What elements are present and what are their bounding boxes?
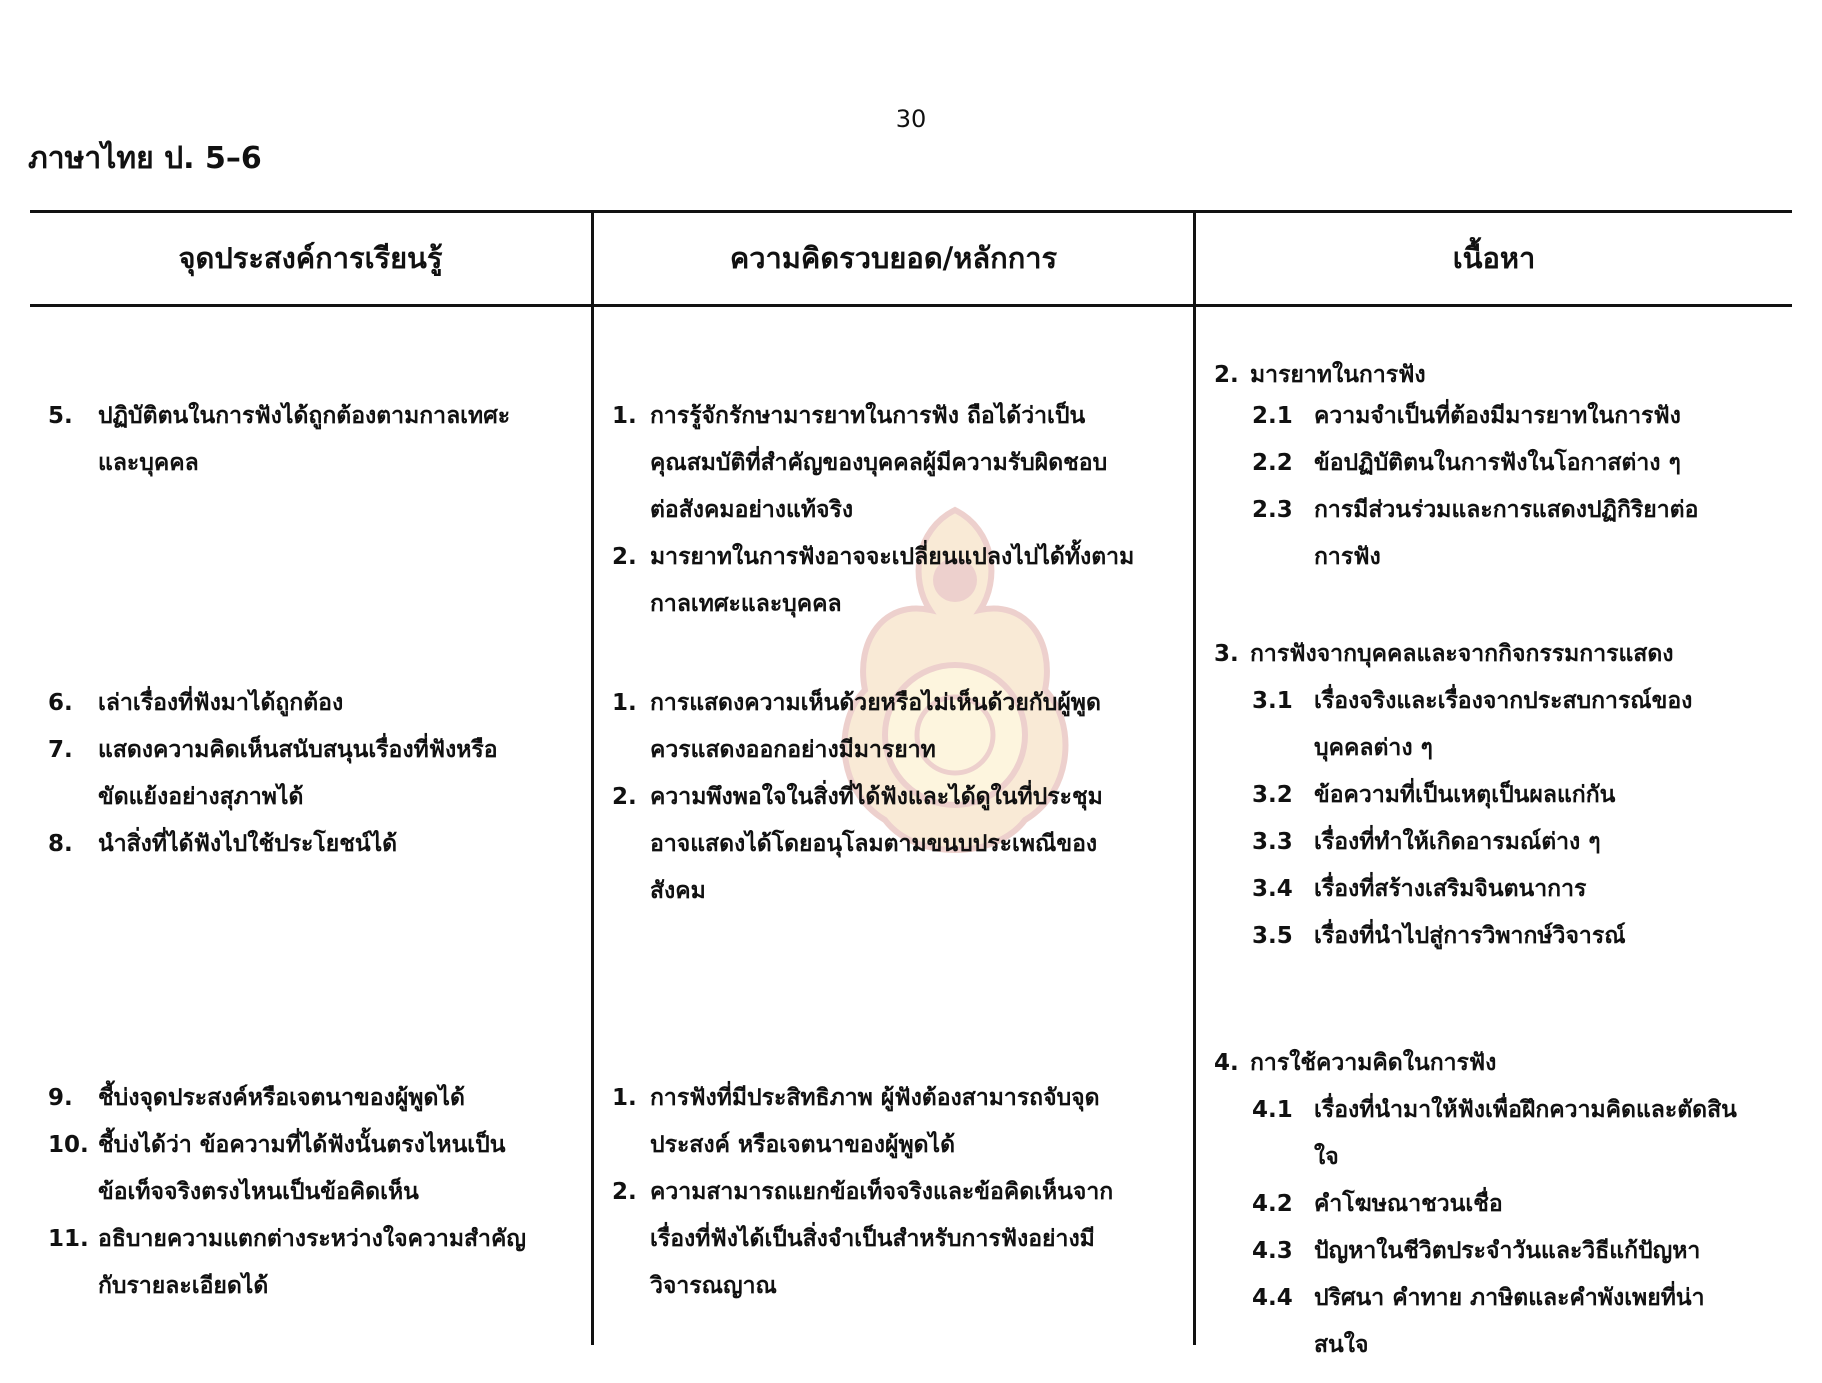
table-header-rule (30, 304, 1792, 307)
item-line: อธิบายความแตกต่างระหว่างใจความสำคัญ (98, 1226, 526, 1252)
list-item (1252, 487, 1792, 581)
column-header-contents: เนื้อหา (1452, 241, 1536, 275)
item-line: ขัดแย้งอย่างสุภาพได้ (98, 784, 304, 810)
item-line: วิจารณญาณ (650, 1273, 777, 1299)
item-line: การรู้จักรักษามารยาทในการฟัง ถือได้ว่าเป็น (650, 403, 1086, 429)
item-number: 4.2 (1252, 1191, 1293, 1217)
list-item (1252, 1228, 1792, 1275)
item-number: 3.1 (1252, 688, 1293, 714)
column-header-concepts: ความคิดรวบยอด/หลักการ (729, 241, 1058, 275)
item-line: คำโฆษณาชวนเชื่อ (1314, 1191, 1503, 1217)
list-item (1252, 913, 1792, 960)
list-item (48, 393, 588, 487)
item-number: 2.3 (1252, 497, 1293, 523)
item-number: 6. (48, 690, 73, 716)
item-line: การฟังที่มีประสิทธิภาพ ผู้ฟังต้องสามารถจับจุด (650, 1085, 1100, 1111)
item-number: 11. (48, 1226, 89, 1252)
list-item (612, 393, 1190, 534)
item-number: 4. (1214, 1050, 1239, 1076)
item-line: เรื่องที่ทำให้เกิดอารมณ์ต่าง ๆ (1314, 829, 1601, 855)
item-number: 2.2 (1252, 450, 1293, 476)
list-item (1214, 352, 1792, 399)
list-item (48, 821, 588, 868)
item-line: ข้อความที่เป็นเหตุเป็นผลแก่กัน (1314, 782, 1616, 808)
item-number: 8. (48, 831, 73, 857)
item-number: 3.4 (1252, 876, 1293, 902)
list-item (48, 1216, 588, 1310)
item-line: มารยาทในการฟังอาจจะเปลี่ยนแปลงไปได้ทั้งตาม (650, 544, 1135, 570)
item-number: 2.1 (1252, 403, 1293, 429)
item-number: 2. (1214, 362, 1239, 388)
item-line: คุณสมบัติที่สำคัญของบุคคลผู้มีความรับผิดชอบ (650, 450, 1108, 476)
item-line: การมีส่วนร่วมและการแสดงปฏิกิริยาต่อ (1314, 497, 1699, 523)
list-item (48, 680, 588, 727)
list-item (48, 1122, 588, 1216)
column-divider-2 (1193, 210, 1196, 1345)
item-number: 1. (612, 403, 637, 429)
item-line: ข้อเท็จจริงตรงไหนเป็นข้อคิดเห็น (98, 1179, 419, 1205)
item-number: 3.5 (1252, 923, 1293, 949)
column-divider-1 (591, 210, 594, 1345)
item-line: ความจำเป็นที่ต้องมีมารยาทในการฟัง (1314, 403, 1681, 429)
item-line: ควรแสดงออกอย่างมีมารยาท (650, 737, 936, 763)
table-top-rule (30, 210, 1792, 213)
item-line: และบุคคล (98, 450, 199, 476)
item-line: กาลเทศะและบุคคล (650, 591, 842, 617)
list-item (612, 1075, 1190, 1169)
item-number: 2. (612, 544, 637, 570)
item-line: การฟัง (1314, 544, 1381, 570)
item-line: ปัญหาในชีวิตประจำวันและวิธีแก้ปัญหา (1314, 1238, 1701, 1264)
list-item (48, 1075, 588, 1122)
item-line: ประสงค์ หรือเจตนาของผู้พูดได้ (650, 1132, 956, 1158)
item-line: เรื่องจริงและเรื่องจากประสบการณ์ของ (1314, 688, 1693, 714)
item-number: 2. (612, 1179, 637, 1205)
item-number: 5. (48, 403, 73, 429)
item-line: การใช้ความคิดในการฟัง (1250, 1050, 1497, 1076)
item-number: 2. (612, 784, 637, 810)
item-line: เรื่องที่นำไปสู่การวิพากษ์วิจารณ์ (1314, 923, 1626, 949)
item-number: 9. (48, 1085, 73, 1111)
item-number: 4.3 (1252, 1238, 1293, 1264)
list-item (1252, 440, 1792, 487)
item-line: เรื่องที่สร้างเสริมจินตนาการ (1314, 876, 1587, 902)
item-number: 3. (1214, 641, 1239, 667)
item-line: นำสิ่งที่ได้ฟังไปใช้ประโยชน์ได้ (98, 831, 398, 857)
item-line: ความพึงพอใจในสิ่งที่ได้ฟังและได้ดูในที่ประชุม (650, 784, 1103, 810)
list-item (1252, 1275, 1792, 1369)
list-item (612, 1169, 1190, 1310)
item-line: เล่าเรื่องที่ฟังมาได้ถูกต้อง (98, 690, 344, 716)
list-item (1252, 1087, 1792, 1181)
list-item (1252, 819, 1792, 866)
item-number: 4.4 (1252, 1285, 1293, 1311)
list-item (612, 774, 1190, 915)
list-item (1214, 1040, 1792, 1087)
item-line: ต่อสังคมอย่างแท้จริง (650, 497, 854, 523)
page-number: 30 (895, 105, 927, 133)
column-header-objectives: จุดประสงค์การเรียนรู้ (178, 241, 443, 275)
item-line: การฟังจากบุคคลและจากกิจกรรมการแสดง (1250, 641, 1674, 667)
item-line: ความสามารถแยกข้อเท็จจริงและข้อคิดเห็นจาก (650, 1179, 1114, 1205)
item-number: 4.1 (1252, 1097, 1293, 1123)
item-number: 7. (48, 737, 73, 763)
item-line: บุคคลต่าง ๆ (1314, 735, 1433, 761)
list-item (1252, 1181, 1792, 1228)
item-number: 1. (612, 1085, 637, 1111)
item-line: ชี้บ่งได้ว่า ข้อความที่ได้ฟังนั้นตรงไหนเป็น (98, 1132, 506, 1158)
item-line: ข้อปฏิบัติตนในการฟังในโอกาสต่าง ๆ (1314, 450, 1681, 476)
list-item (1252, 393, 1792, 440)
item-number: 3.3 (1252, 829, 1293, 855)
list-item (1214, 631, 1792, 678)
list-item (612, 534, 1190, 628)
item-line: กับรายละเอียดได้ (98, 1273, 269, 1299)
item-line: มารยาทในการฟัง (1250, 362, 1426, 388)
item-number: 10. (48, 1132, 89, 1158)
list-item (612, 680, 1190, 774)
list-item (1252, 772, 1792, 819)
item-line: อาจแสดงได้โดยอนุโลมตามขนบประเพณีของ (650, 831, 1098, 857)
list-item (1252, 678, 1792, 772)
item-line: ปฏิบัติตนในการฟังได้ถูกต้องตามกาลเทศะ (98, 403, 511, 429)
item-line: สนใจ (1314, 1332, 1369, 1358)
item-line: ปริศนา คำทาย ภาษิตและคำพังเพยที่น่า (1314, 1285, 1705, 1311)
list-item (48, 727, 588, 821)
item-line: เรื่องที่นำมาให้ฟังเพื่อฝึกความคิดและตัดสิน (1314, 1097, 1737, 1123)
item-line: ชี้บ่งจุดประสงค์หรือเจตนาของผู้พูดได้ (98, 1085, 465, 1111)
item-line: แสดงความคิดเห็นสนับสนุนเรื่องที่ฟังหรือ (98, 737, 498, 763)
item-number: 3.2 (1252, 782, 1293, 808)
document-header: ภาษาไทย ป. 5–6 (28, 141, 262, 176)
list-item (1252, 866, 1792, 913)
item-line: สังคม (650, 878, 706, 904)
item-line: เรื่องที่ฟังได้เป็นสิ่งจำเป็นสำหรับการฟังอย่างมี (650, 1226, 1095, 1252)
item-line: ใจ (1314, 1144, 1339, 1170)
item-number: 1. (612, 690, 637, 716)
item-line: การแสดงความเห็นด้วยหรือไม่เห็นด้วยกับผู้พูด (650, 690, 1101, 716)
